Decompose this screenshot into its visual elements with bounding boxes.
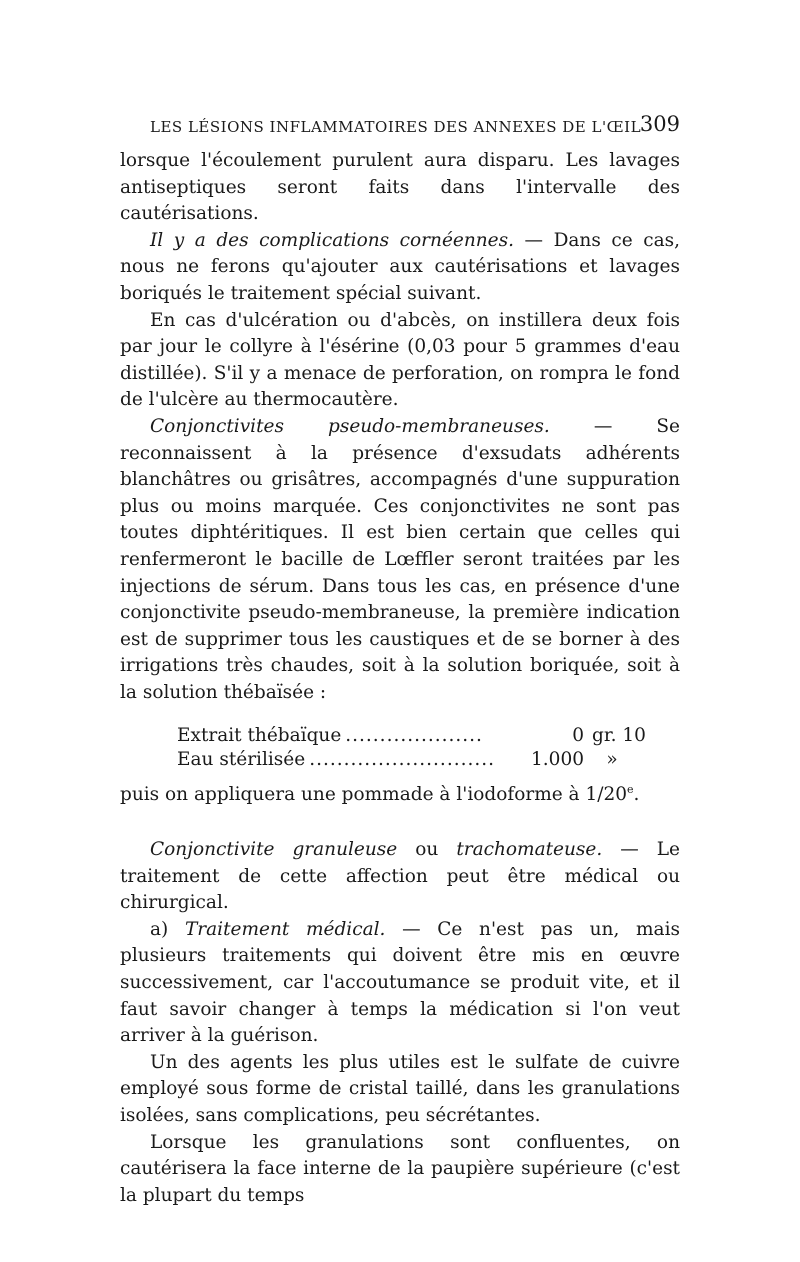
leader-dots: .................... (345, 725, 483, 747)
prescription-row (177, 748, 632, 772)
section-heading: Conjonctivite granuleuse (150, 839, 398, 861)
leader-dots: ........................... (309, 749, 495, 771)
paragraph-text: Un des agents les plus utiles est le sulfate de cuivre employé sous forme de cristal taillé, dans les granulations isolées, sans complications, peu sécrétantes. (120, 1051, 680, 1126)
paragraph-text: ou (397, 839, 457, 861)
paragraph (120, 1050, 680, 1130)
prescription-row (177, 724, 646, 748)
ingredient-name: Extrait thébaïque (177, 725, 342, 747)
paragraph-text: . (633, 784, 640, 806)
section-heading: trachomateuse. (456, 839, 603, 861)
page-number: 309 (639, 112, 680, 136)
paragraph-text: lorsque l'écoulement purulent aura disparu. Les lavages antiseptiques seront faits dans l'intervalle des cautérisations. (120, 150, 680, 225)
ingredient-name: Eau stérilisée (177, 749, 306, 771)
ingredient-unit: » (606, 749, 618, 771)
section-heading: Il y a des complications cornéennes. (150, 229, 514, 251)
section-heading: Traitement médical. (184, 918, 386, 940)
section-heading: Conjonctivites pseudo-membraneuses. (150, 415, 550, 437)
paragraph (120, 917, 680, 1050)
running-title: LES LÉSIONS INFLAMMATOIRES DES ANNEXES DE L'ŒIL (150, 118, 642, 136)
paragraph (120, 414, 680, 707)
paragraph-text: — Le traitement de cette affection peut être médical ou chirurgical. (120, 839, 681, 914)
paragraph (120, 148, 680, 228)
paragraph-text: — Se reconnaissent à la présence d'exsudats adhérents blanchâtres ou grisâtres, accompagnés d'une suppuration plus ou moins marquée. Ces conjonctivites ne sont pas toutes diphtéritiques. Il est bien certain que celles qui renfermeront le bacille de Lœffler seront traitées par les injections de sérum. Dans tous les cas, en présence d'une conjonctivite pseudo-membraneuse, la première indication est de supprimer tous les caustiques et de se borner à des irrigations très chaudes, soit à la solution boriquée, soit à la solution thébaïsée : (120, 415, 680, 703)
body-text (120, 148, 680, 1209)
superscript: e (627, 783, 634, 797)
ingredient-unit: gr. 10 (592, 725, 646, 747)
prescription-table (177, 724, 646, 772)
paragraph (120, 1130, 680, 1210)
paragraph-text: En cas d'ulcération ou d'abcès, on instillera deux fois par jour le collyre à l'ésérine (0,03 pour 5 grammes d'eau distillée). S'il y a menace de perforation, on rompra le fond de l'ulcère au thermocautère. (120, 309, 680, 411)
paragraph (120, 308, 680, 414)
page-header (150, 112, 680, 142)
ingredient-quantity: 1.000 (531, 749, 584, 771)
paragraph-text: — Dans ce cas, nous ne ferons qu'ajouter aux cautérisations et lavages boriqués le traitement spécial suivant. (120, 229, 680, 304)
ingredient-quantity: 0 (572, 725, 584, 747)
paragraph (120, 228, 680, 308)
paragraph-text: puis on appliquera une pommade à l'iodoforme à 1/20 (120, 784, 628, 806)
paragraph (120, 837, 680, 917)
paragraph (120, 782, 680, 809)
list-marker: a) (150, 918, 185, 940)
paragraph-text: Lorsque les granulations sont confluentes, on cautérisera la face interne de la paupière supérieure (c'est la plupart du temps (120, 1131, 680, 1206)
paragraph-text: — Ce n'est pas un, mais plusieurs traitements qui doivent être mis en œuvre successivement, car l'accoutumance se produit vite, et il faut savoir changer à temps la médication si l'on veut arriver à la guérison. (120, 918, 680, 1047)
